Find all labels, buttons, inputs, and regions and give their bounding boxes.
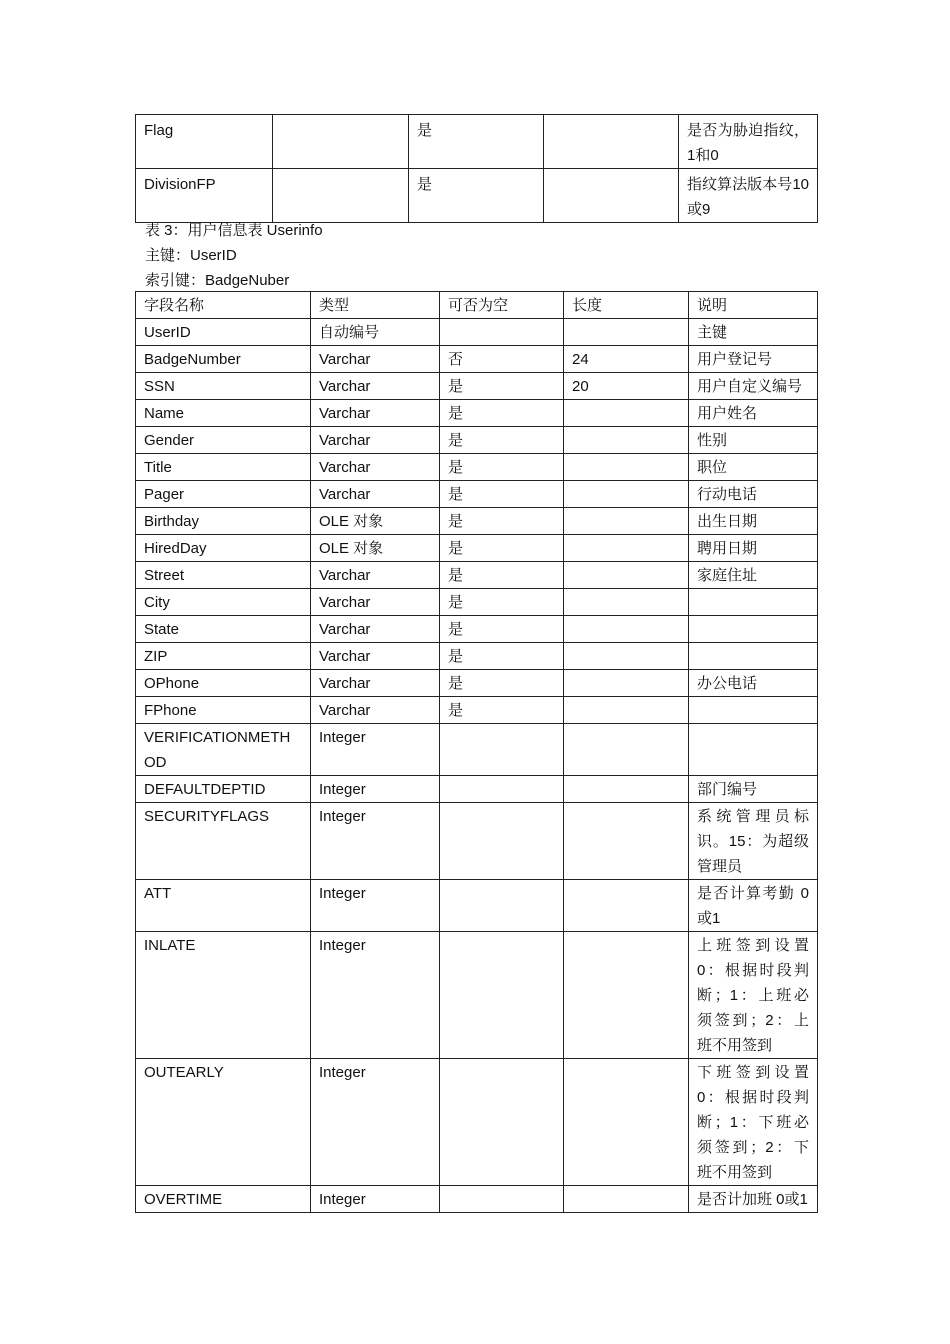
- description-cell: 办公电话: [689, 670, 818, 697]
- type-cell: Integer: [311, 803, 440, 880]
- table-row: [136, 1186, 818, 1213]
- field-name-cell: FPhone: [136, 697, 311, 724]
- type-cell: Integer: [311, 932, 440, 1059]
- nullable-cell: 是: [440, 373, 564, 400]
- type-cell: Varchar: [311, 481, 440, 508]
- nullable-cell: 是: [440, 481, 564, 508]
- table-header: [136, 292, 818, 319]
- header-type: 类型: [311, 292, 440, 319]
- nullable-cell: [440, 880, 564, 932]
- description-cell: 职位: [689, 454, 818, 481]
- field-name-cell: Street: [136, 562, 311, 589]
- nullable-cell: 是: [440, 616, 564, 643]
- nullable-cell: [440, 776, 564, 803]
- primary-key-line: 主键：UserID: [145, 247, 237, 264]
- length-cell: [564, 616, 689, 643]
- table-row: [136, 643, 818, 670]
- table-row: [136, 932, 818, 1059]
- description-cell: 是否为胁迫指纹，1和0: [679, 115, 818, 169]
- description-cell: [689, 643, 818, 670]
- length-cell: [564, 319, 689, 346]
- table-caption: 表 3：用户信息表 Userinfo: [145, 222, 323, 239]
- nullable-cell: 是: [440, 454, 564, 481]
- description-cell: [689, 589, 818, 616]
- type-cell: Varchar: [311, 400, 440, 427]
- field-name-cell: City: [136, 589, 311, 616]
- field-name-cell: ATT: [136, 880, 311, 932]
- header-length: 长度: [564, 292, 689, 319]
- nullable-cell: [440, 1059, 564, 1186]
- type-cell: 自动编号: [311, 319, 440, 346]
- field-name-cell: UserID: [136, 319, 311, 346]
- type-cell: Varchar: [311, 670, 440, 697]
- type-cell: Varchar: [311, 589, 440, 616]
- table-row: [136, 776, 818, 803]
- length-cell: [564, 562, 689, 589]
- length-cell: [564, 454, 689, 481]
- description-cell: 是否计算考勤 0或1: [689, 880, 818, 932]
- type-cell: [273, 115, 409, 169]
- type-cell: OLE 对象: [311, 535, 440, 562]
- length-cell: [564, 724, 689, 776]
- header-description: 说明: [689, 292, 818, 319]
- type-cell: Varchar: [311, 346, 440, 373]
- nullable-cell: 是: [440, 400, 564, 427]
- length-cell: [564, 535, 689, 562]
- field-name-cell: HiredDay: [136, 535, 311, 562]
- nullable-cell: 是: [440, 589, 564, 616]
- table-row: [136, 346, 818, 373]
- nullable-cell: [440, 1186, 564, 1213]
- description-cell: 指纹算法版本号10或9: [679, 169, 818, 223]
- length-cell: [564, 481, 689, 508]
- nullable-cell: 是: [440, 697, 564, 724]
- length-cell: [564, 670, 689, 697]
- field-name-cell: OVERTIME: [136, 1186, 311, 1213]
- description-cell: 是否计加班 0或1: [689, 1186, 818, 1213]
- table-row: [136, 427, 818, 454]
- nullable-cell: 是: [440, 508, 564, 535]
- field-name-cell: DEFAULTDEPTID: [136, 776, 311, 803]
- nullable-cell: [440, 803, 564, 880]
- field-name-cell: VERIFICATIONMETHOD: [136, 724, 311, 776]
- length-cell: [544, 115, 679, 169]
- type-cell: Integer: [311, 1059, 440, 1186]
- table-row: [136, 319, 818, 346]
- type-cell: Varchar: [311, 643, 440, 670]
- type-cell: Varchar: [311, 697, 440, 724]
- length-cell: 20: [564, 373, 689, 400]
- field-name-cell: SSN: [136, 373, 311, 400]
- type-cell: [273, 169, 409, 223]
- type-cell: Varchar: [311, 373, 440, 400]
- type-cell: OLE 对象: [311, 508, 440, 535]
- type-cell: Varchar: [311, 562, 440, 589]
- table-row: [136, 803, 818, 880]
- nullable-cell: 是: [440, 643, 564, 670]
- table-row: [136, 724, 818, 776]
- field-name-cell: Pager: [136, 481, 311, 508]
- type-cell: Integer: [311, 880, 440, 932]
- type-cell: Varchar: [311, 454, 440, 481]
- length-cell: [544, 169, 679, 223]
- length-cell: [564, 880, 689, 932]
- table-row: [136, 1059, 818, 1186]
- table-row: [136, 481, 818, 508]
- field-name-cell: ZIP: [136, 643, 311, 670]
- description-cell: 行动电话: [689, 481, 818, 508]
- description-cell: 主键: [689, 319, 818, 346]
- flag-fields-table: [135, 114, 818, 223]
- length-cell: [564, 697, 689, 724]
- field-name-cell: Name: [136, 400, 311, 427]
- field-name-cell: Flag: [136, 115, 273, 169]
- table-row: [136, 535, 818, 562]
- description-cell: 部门编号: [689, 776, 818, 803]
- table-row: [136, 115, 818, 169]
- length-cell: [564, 400, 689, 427]
- type-cell: Varchar: [311, 616, 440, 643]
- table-row: [136, 697, 818, 724]
- type-cell: Integer: [311, 724, 440, 776]
- length-cell: [564, 803, 689, 880]
- nullable-cell: [440, 319, 564, 346]
- type-cell: Integer: [311, 1186, 440, 1213]
- table-row: [136, 508, 818, 535]
- nullable-cell: 是: [440, 427, 564, 454]
- description-cell: [689, 616, 818, 643]
- type-cell: Integer: [311, 776, 440, 803]
- field-name-cell: State: [136, 616, 311, 643]
- length-cell: [564, 1059, 689, 1186]
- description-cell: 系统管理员标识。15：为超级管理员: [689, 803, 818, 880]
- table-row: [136, 880, 818, 932]
- description-cell: 聘用日期: [689, 535, 818, 562]
- table-row: [136, 589, 818, 616]
- field-name-cell: Birthday: [136, 508, 311, 535]
- description-cell: 性别: [689, 427, 818, 454]
- description-cell: 用户自定义编号: [689, 373, 818, 400]
- field-name-cell: INLATE: [136, 932, 311, 1059]
- length-cell: [564, 776, 689, 803]
- field-name-cell: Gender: [136, 427, 311, 454]
- field-name-cell: SECURITYFLAGS: [136, 803, 311, 880]
- table-row: [136, 400, 818, 427]
- type-cell: Varchar: [311, 427, 440, 454]
- nullable-cell: 是: [440, 535, 564, 562]
- table-row: [136, 562, 818, 589]
- field-name-cell: DivisionFP: [136, 169, 273, 223]
- field-name-cell: OUTEARLY: [136, 1059, 311, 1186]
- table-body: [136, 319, 818, 1213]
- nullable-cell: 否: [440, 346, 564, 373]
- table-row: [136, 670, 818, 697]
- length-cell: [564, 643, 689, 670]
- length-cell: [564, 1186, 689, 1213]
- nullable-cell: [440, 932, 564, 1059]
- description-cell: [689, 697, 818, 724]
- length-cell: [564, 589, 689, 616]
- table-row: [136, 616, 818, 643]
- description-cell: 出生日期: [689, 508, 818, 535]
- nullable-cell: [440, 724, 564, 776]
- header-field-name: 字段名称: [136, 292, 311, 319]
- description-cell: 下班签到设置 0：根据时段判断；1：下班必须签到；2：下班不用签到: [689, 1059, 818, 1186]
- index-key-line: 索引键：BadgeNuber: [145, 272, 290, 289]
- description-cell: 家庭住址: [689, 562, 818, 589]
- field-name-cell: Title: [136, 454, 311, 481]
- table-row: [136, 454, 818, 481]
- length-cell: [564, 427, 689, 454]
- length-cell: [564, 508, 689, 535]
- description-cell: 用户姓名: [689, 400, 818, 427]
- nullable-cell: 是: [409, 115, 544, 169]
- nullable-cell: 是: [440, 562, 564, 589]
- nullable-cell: 是: [409, 169, 544, 223]
- header-nullable: 可否为空: [440, 292, 564, 319]
- field-name-cell: OPhone: [136, 670, 311, 697]
- table-row: [136, 169, 818, 223]
- field-name-cell: BadgeNumber: [136, 346, 311, 373]
- nullable-cell: 是: [440, 670, 564, 697]
- length-cell: 24: [564, 346, 689, 373]
- table-row: [136, 373, 818, 400]
- description-cell: [689, 724, 818, 776]
- header-row: [136, 292, 818, 319]
- description-cell: 用户登记号: [689, 346, 818, 373]
- description-cell: 上班签到设置 0：根据时段判断；1：上班必须签到；2：上班不用签到: [689, 932, 818, 1059]
- userinfo-table: [135, 291, 818, 1213]
- length-cell: [564, 932, 689, 1059]
- top-table-body: [136, 115, 818, 223]
